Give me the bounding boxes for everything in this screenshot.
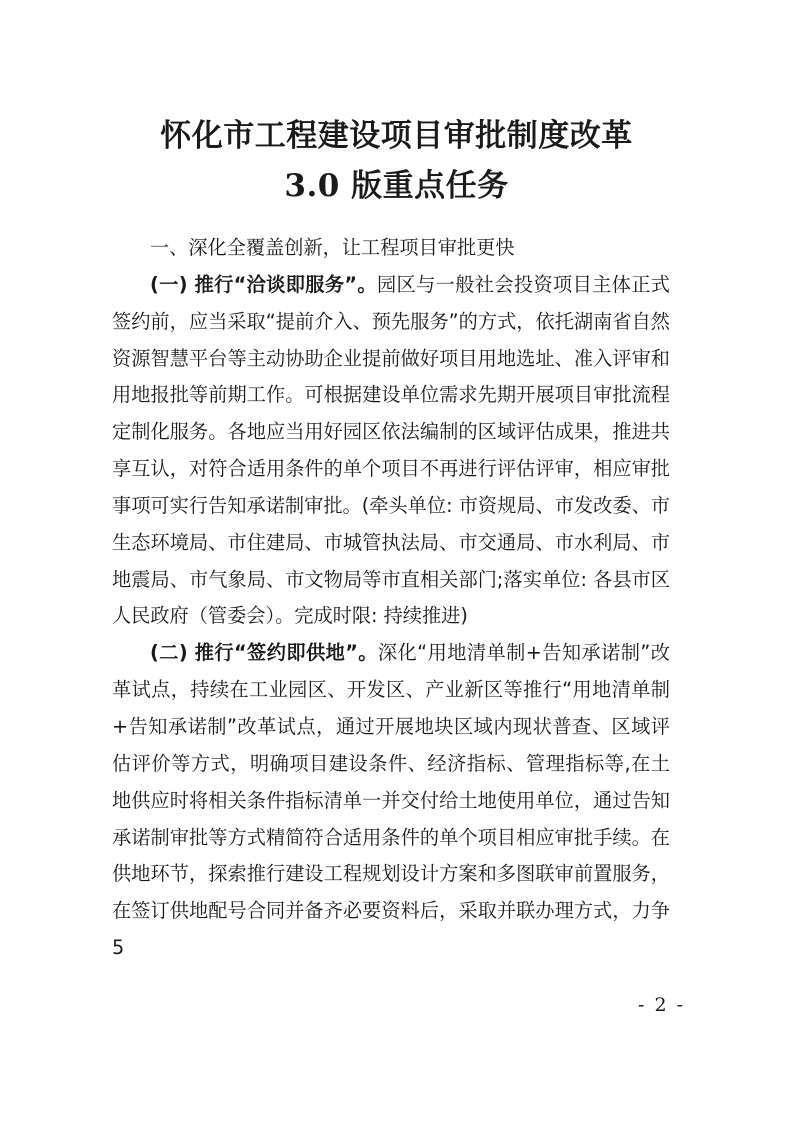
section-heading: 一、深化全覆盖创新，让工程项目审批更快 [150,236,515,259]
document-body [112,230,670,967]
item-paragraph-2 [112,635,670,967]
item-heading-1: (一) 推行“洽谈即服务”。 [150,272,377,296]
item-text-2: 深化“用地清单制+告知承诺制”改革试点，持续在工业园区、开发区、产业新区等推行“用地清单制+告知承诺制”改革试点，通过开展地块区域内现状普查、区域评估评价等方式，明确项目建设条件、经济指标、管理指标等,在土地供应时将相关条件指标清单一并交付给土地使用单位，通过告知承诺制审批等方式精简符合适用条件的单个项目相应审批手续。在供地环节，探索推行建设工程规划设计方案和多图联审前置服务，在签订供地配号合同并备齐必要资料后，采取并联办理方式，力争 5 [112,641,670,960]
item-text-1: 园区与一般社会投资项目主体正式签约前，应当采取“提前介入、预先服务”的方式，依托湖南省自然资源智慧平台等主动协助企业提前做好项目用地选址、准入评审和用地报批等前期工作。可根据建设单位需求先期开展项目审批流程定制化服务。各地应当用好园区依法编制的区域评估成果，推进共享互认，对符合适用条件的单个项目不再进行评估评审，相应审批事项可实行告知承诺制审批。(牵头单位: 市资规局、市发改委、市生态环境局、市住建局、市城管执法局、市交通局、市水利局、市地震局、市气象局、市文物局等市直相关部门;落实单位: 各县市区人民政府（管委会）。完成时限: 持续推进) [112,272,670,628]
item-paragraph-1 [112,267,670,635]
page-number: - 2 - [637,994,685,1016]
document-title-line-2: 3.0 版重点任务 [284,168,509,204]
document-title-line-1: 怀化市工程建设项目审批制度改革 [160,118,633,154]
item-heading-2: (二) 推行“签约即供地”。 [150,641,378,665]
